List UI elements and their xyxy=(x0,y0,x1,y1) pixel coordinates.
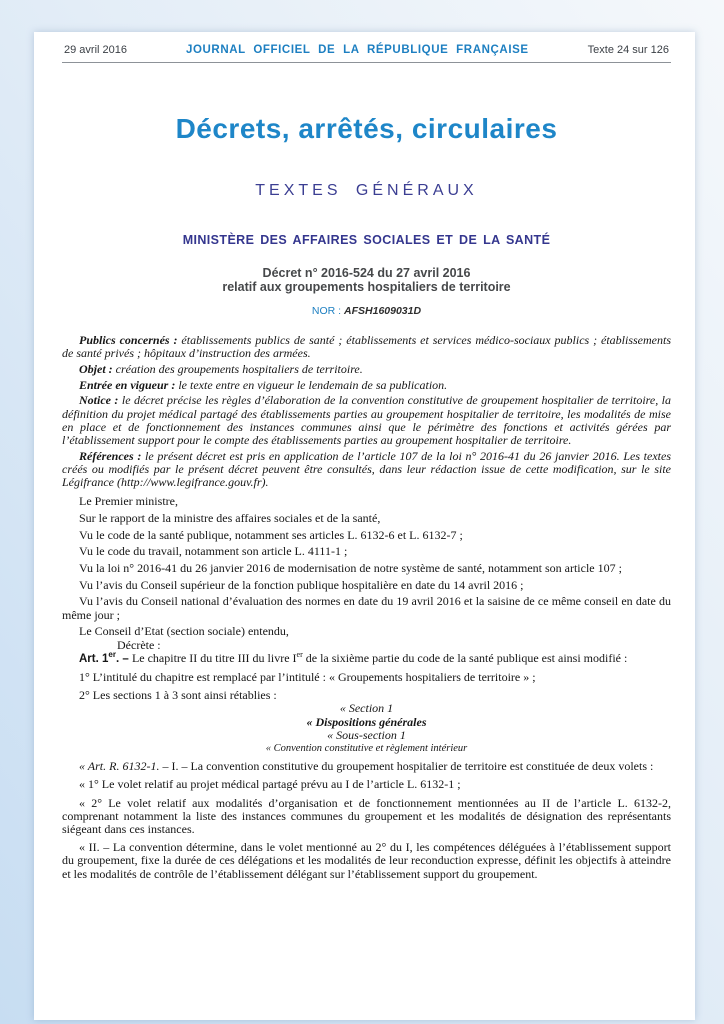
article-1-label-sup: er xyxy=(108,649,116,659)
preamble-line: Vu le code du travail, notamment son article L. 4111-1 ; xyxy=(79,544,348,559)
document-page xyxy=(34,32,695,1020)
preamble-line: Vu l’avis du Conseil national d’évaluation des normes en date du 19 avril 2016 et la saisine de ce même conseil en date du même jour ; xyxy=(62,594,671,622)
provision-article-text: I. – La convention constitutive du groupement hospitalier de territoire est constituée de deux volets : xyxy=(171,759,654,774)
article-1-text-sup: er xyxy=(296,649,303,659)
document-body xyxy=(62,334,671,881)
ministry-heading: MINISTÈRE DES AFFAIRES SOCIALES ET DE LA SANTÉ xyxy=(182,233,551,247)
heading-sous-section-1: « Sous-section 1 xyxy=(327,727,406,742)
heading-section-1: « Section 1 xyxy=(339,701,394,716)
heading-convention-constitutive: « Convention constitutive et règlement intérieur xyxy=(265,742,468,754)
preamble-block xyxy=(62,495,671,638)
preamble-line: Le Conseil d’Etat (section sociale) entendu, xyxy=(79,624,289,639)
nor-value: AFSH1609031D xyxy=(344,305,422,317)
summary-text: le texte entre en vigueur le lendemain de sa publication. xyxy=(178,377,448,392)
summary-text: création des groupements hospitaliers de territoire. xyxy=(115,361,363,376)
provision-item: « II. – La convention détermine, dans le volet mentionné au 2° du I, les compétences déléguées à l’établissement support du groupement, fixe la durée de ces délégations et les modalités de leur reconduction expresse, définit les objectifs à atteindre et les modalités de contrôle de l’établissement délégant sur l’établissement support du groupement. xyxy=(62,840,671,881)
summary-paragraph xyxy=(62,450,671,490)
page-header xyxy=(62,42,671,56)
summary-text: établissements publics de santé ; établissements et services médico-sociaux publics ; établissements de santé privés ; hôpitaux d’instruction des armées. xyxy=(62,333,672,361)
decree-title xyxy=(62,267,671,294)
summary-text: le décret précise les règles d’élaboration de la convention constitutive de groupement hospitalier de territoire, la définition du projet médical partagé des établissements parties au groupement hospitalier de territoire, les modalités de mise en place et de fonctionnement des instances communes ainsi que le périmètre des fonctions et activités gérées par l’établissement support pour le compte des établissements parties au groupement hospitalier de territoire. xyxy=(62,393,672,447)
provision-item: « 1° Le volet relatif au projet médical partagé prévu au I de l’article L. 6132-1 ; xyxy=(79,777,461,792)
decrete-line: Décrète : xyxy=(117,637,161,652)
nor-label: NOR : xyxy=(311,305,345,317)
main-title: Décrets, arrêtés, circulaires xyxy=(175,113,558,144)
article-1-text-end: de la sixième partie du code de la santé publique est ainsi modifié : xyxy=(302,650,628,665)
summary-paragraph xyxy=(62,379,671,392)
summary-block xyxy=(62,334,671,489)
preamble-line: Vu l’avis du Conseil supérieur de la fonction publique hospitalière en date du 14 avril 2016 ; xyxy=(79,577,524,592)
modification-item: 2° Les sections 1 à 3 sont ainsi rétablies : xyxy=(79,688,277,703)
header-rule xyxy=(62,62,671,63)
header-page-ref: Texte 24 sur 126 xyxy=(587,44,669,56)
decree-title-line1: Décret n° 2016-524 du 27 avril 2016 xyxy=(262,266,471,280)
summary-label: Entrée en vigueur : xyxy=(79,377,179,392)
article-1-text: Le chapitre II du titre III du livre I xyxy=(131,650,297,665)
modifications-block xyxy=(62,671,671,702)
summary-paragraph xyxy=(62,334,671,360)
preamble-line: Vu la loi n° 2016-41 du 26 janvier 2016 de modernisation de notre système de santé, notamment son article 107 ; xyxy=(79,561,622,576)
summary-paragraph xyxy=(62,394,671,447)
preamble-line: Sur le rapport de la ministre des affaires sociales et de la santé, xyxy=(79,510,381,525)
provisions-block xyxy=(62,760,671,881)
summary-label: Références : xyxy=(79,448,145,463)
preamble-line: Vu le code de la santé publique, notamment ses articles L. 6132-6 et L. 6132-7 ; xyxy=(79,527,463,542)
summary-label: Notice : xyxy=(79,393,122,408)
header-date: 29 avril 2016 xyxy=(64,44,127,56)
decree-title-line2: relatif aux groupements hospitaliers de territoire xyxy=(222,279,511,294)
summary-text: le présent décret est pris en application de l’article 107 de la loi n° 2016-41 du 26 janvier 2016. Les textes créés ou modifiés par le présent décret peuvent être consultés, dans leur rédaction issue de cette modification, sur le site Légifrance (http://www.legifrance.gouv.fr). xyxy=(62,448,671,490)
section-title: TEXTES GÉNÉRAUX xyxy=(255,182,478,199)
preamble-line: Le Premier ministre, xyxy=(79,494,178,509)
modification-item: 1° L’intitulé du chapitre est remplacé par l’intitulé : « Groupements hospitaliers de territoire » ; xyxy=(79,669,536,684)
article-1-label xyxy=(79,649,132,665)
provision-article-label: « Art. R. 6132-1. – xyxy=(79,759,172,774)
article-1-label-text: Art. 1 xyxy=(79,652,109,665)
article-1-paragraph xyxy=(62,649,671,666)
provision-item: « 2° Le volet relatif aux modalités d’organisation et de fonctionnement mentionnées au II de l’article L. 6132-2, comprenant notamment la liste des instances communes du groupement et les modalités de désignation des représentants siégeant dans ces instances. xyxy=(62,795,671,836)
article-1-label-dash: . – xyxy=(115,652,132,665)
nor-line xyxy=(62,305,671,317)
heading-dispositions-generales: « Dispositions générales xyxy=(306,714,427,729)
header-journal-title: JOURNAL OFFICIEL DE LA RÉPUBLIQUE FRANÇAISE xyxy=(185,44,529,56)
summary-paragraph xyxy=(62,363,671,376)
summary-label: Objet : xyxy=(79,361,116,376)
provision-article xyxy=(62,760,671,773)
summary-label: Publics concernés : xyxy=(79,333,182,347)
